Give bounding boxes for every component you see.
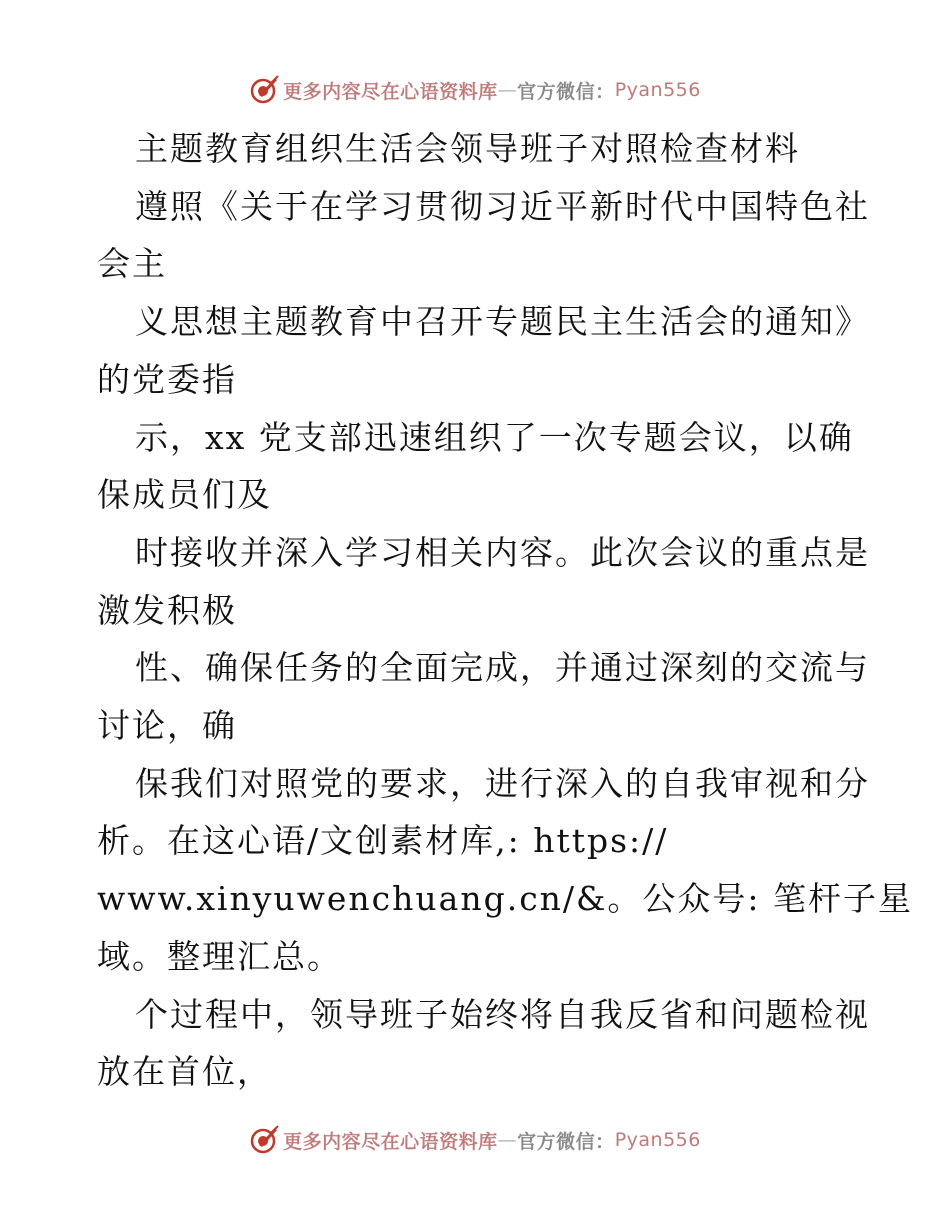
document-line: 激发积极 bbox=[97, 591, 237, 630]
document-line: 遵照《关于在学习贯彻习近平新时代中国特色社 bbox=[135, 187, 870, 226]
document-line: www.xinyuwenchuang.cn/&。公众号: 笔杆子星 bbox=[97, 879, 914, 918]
document-line: 义思想主题教育中召开专题民主生活会的通知》 bbox=[135, 302, 870, 341]
header-watermark bbox=[0, 70, 950, 110]
watermark-wechat-id: Pyan556 bbox=[614, 79, 701, 101]
document-title: 主题教育组织生活会领导班子对照检查材料 bbox=[135, 129, 800, 168]
document-line: 保成员们及 bbox=[97, 475, 272, 514]
watermark-separator: — bbox=[497, 79, 518, 101]
document-line: 性、确保任务的全面完成，并通过深刻的交流与 bbox=[135, 648, 870, 687]
document-line: 讨论，确 bbox=[97, 706, 237, 745]
document-line: 的党委指 bbox=[97, 360, 237, 399]
document-line: 放在首位， bbox=[97, 1052, 272, 1091]
document-line: 保我们对照党的要求，进行深入的自我审视和分 bbox=[135, 764, 870, 803]
quill-seal-icon bbox=[249, 1125, 279, 1155]
watermark-official-label: 官方微信： bbox=[517, 1130, 615, 1153]
footer-watermark bbox=[0, 1120, 950, 1160]
document-line: 析。在这心语/文创素材库,: https:// bbox=[97, 821, 669, 860]
document-line: 会主 bbox=[97, 244, 167, 283]
watermark-wechat-id: Pyan556 bbox=[614, 1129, 701, 1151]
document-line: 域。整理汇总。 bbox=[97, 937, 342, 976]
watermark-brand: 更多内容尽在心语资料库 bbox=[283, 1130, 498, 1153]
document-line: 时接收并深入学习相关内容。此次会议的重点是 bbox=[135, 533, 870, 572]
quill-seal-icon bbox=[249, 75, 279, 105]
watermark-brand: 更多内容尽在心语资料库 bbox=[283, 80, 498, 103]
document-line: 个过程中，领导班子始终将自我反省和问题检视 bbox=[135, 995, 870, 1034]
watermark-separator: — bbox=[497, 1129, 518, 1151]
watermark-official-label: 官方微信： bbox=[517, 80, 615, 103]
document-line: 示，xx 党支部迅速组织了一次专题会议，以确 bbox=[135, 418, 854, 457]
